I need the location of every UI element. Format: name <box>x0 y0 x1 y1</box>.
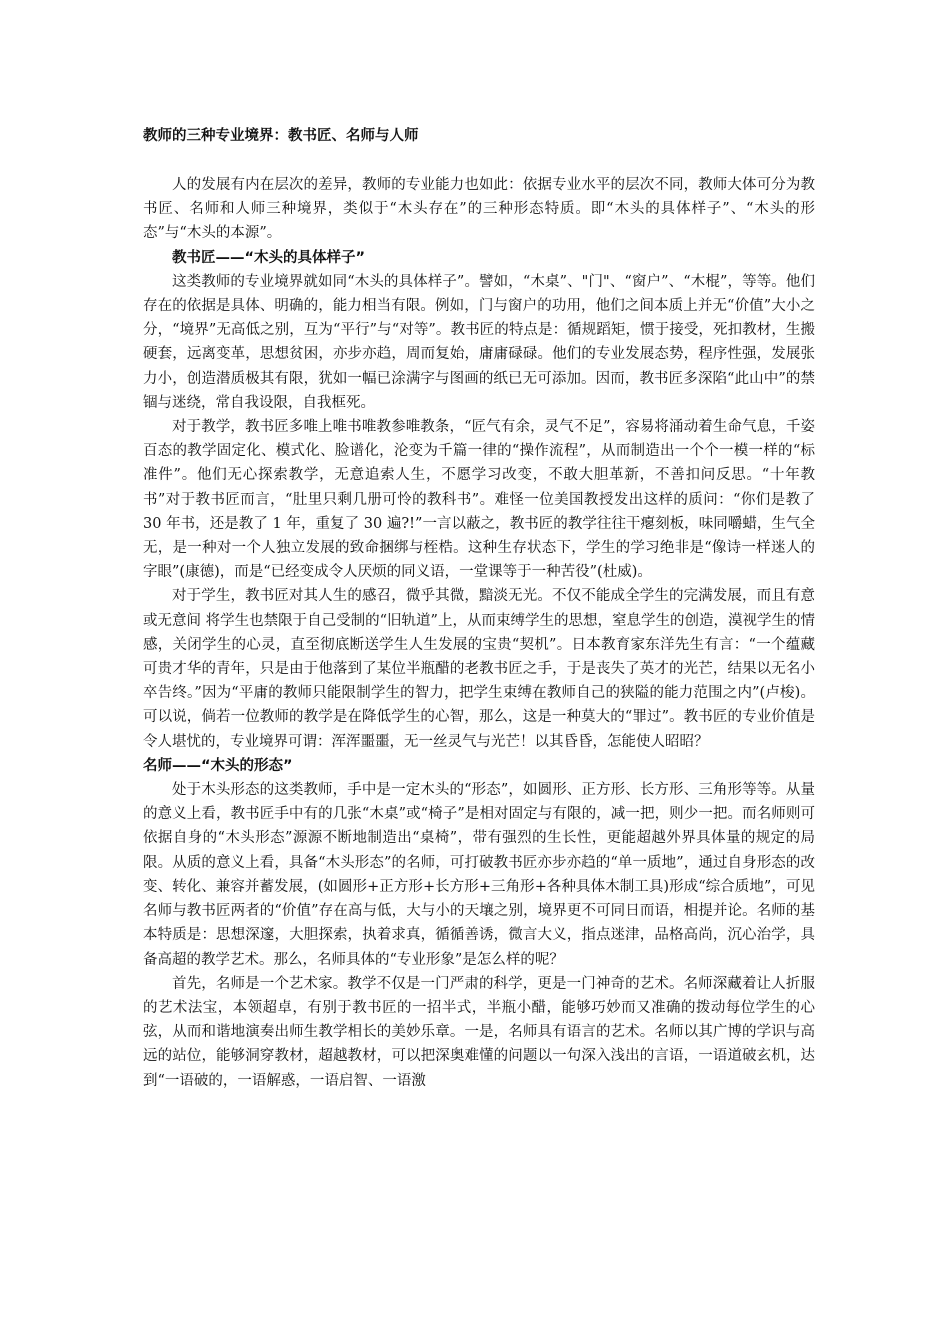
paragraph: 这类教师的专业境界就如同“木头的具体样子”。譬如，“木桌”、"门"、“窗户”、“木棍”，等等。他们存在的依据是具体、明确的，能力相当有限。例如，门与窗户的功用，他们之间本质上并无“价值”大小之分，“境界”无高低之别，互为“平行”与“对等”。教书匠的特点是：循规蹈矩，惯于接受，死扣教材，生搬硬套，远离变革，思想贫困，亦步亦趋，周而复始，庸庸碌碌。他们的专业发展态势，程序性强，发展张力小，创造潜质极其有限，犹如一幅已涂满字与图画的纸已无可添加。因而，教书匠多深陷“此山中”的禁锢与迷绕，常自我设限，自我框死。 <box>143 273 815 411</box>
intro-paragraph: 人的发展有内在层次的差异，教师的专业能力也如此：依据专业水平的层次不同，教师大体可分为教书匠、名师和人师三种境界，类似于“木头存在”的三种形态特质。即“木头的具体样子”、“木头的形态”与“木头的本源”。 <box>143 177 815 242</box>
section-heading-jiaoshujiang: 教书匠——“木头的具体样子” <box>172 249 366 266</box>
document-title: 教师的三种专业境界：教书匠、名师与人师 <box>143 128 419 144</box>
section-heading-mingshi: 名师——“木头的形态” <box>143 757 293 774</box>
paragraph: 对于学生，教书匠对其人生的感召，微乎其微，黯淡无光。不仅不能成全学生的完满发展，而且有意或无意间 将学生也禁限于自己受制的“旧轨道”上，从而束缚学生的思想，窒息学生的创造，漠视学生的情感，关闭学生的心灵，直至彻底断送学生人生发展的宝贵“契机”。日本教育家东洋先生有言：“一个蕴藏可贵才华的青年，只是由于他落到了某位半瓶醋的老教书匠之手，于是丧失了英才的光芒，结果以无名小卒告终。”因为“平庸的教师只能限制学生的智力，把学生束缚在教师自己的狭隘的能力范围之内”(卢梭)。可以说，倘若一位教师的教学是在降低学生的心智，那么，这是一种莫大的“罪过”。教书匠的专业价值是令人堪忧的，专业境界可谓：浑浑噩噩，无一丝灵气与光芒！以其昏昏，怎能使人昭昭？ <box>143 588 815 750</box>
document-body <box>143 124 815 1093</box>
paragraph: 对于教学，教书匠多唯上唯书唯教参唯教条，“匠气有余，灵气不足”，容易将涌动着生命气息，千姿百态的教学固定化、模式化、脸谱化，沦变为千篇一律的“操作流程”，从而制造出一个个一模一样的“标准件”。他们无心探索教学，无意追索人生，不愿学习改变，不敢大胆革新，不善扣问反思。“十年教书”对于教书匠而言，“肚里只剩几册可怜的教科书”。难怪一位美国教授发出这样的质问：“你们是教了 30 年书，还是教了 1 年，重复了 30 遍?!”一言以蔽之，教书匠的教学往往干瘪刻板，味同嚼蜡，生气全无，是一种对一个人独立发展的致命捆绑与桎梏。这种生存状态下，学生的学习绝非是“像诗一样迷人的字眼”(康德)，而是“已经变成令人厌烦的同义语，一堂课等于一种苦役”(杜威)。 <box>143 419 815 581</box>
paragraph: 首先，名师是一个艺术家。教学不仅是一门严肃的科学，更是一门神奇的艺术。名师深藏着让人折服的艺术法宝，本领超卓，有别于教书匠的一招半式，半瓶小醋，能够巧妙而又准确的拨动每位学生的心弦，从而和谐地演奏出师生教学相长的美妙乐章。一是，名师具有语言的艺术。名师以其广博的学识与高远的站位，能够洞穿教材，超越教材，可以把深奥难懂的问题以一句深入浅出的言语，一语道破玄机，达到“一语破的，一语解惑，一语启智、一语激 <box>143 975 815 1089</box>
paragraph: 处于木头形态的这类教师，手中是一定木头的“形态”，如圆形、正方形、长方形、三角形等等。从量的意义上看，教书匠手中有的几张“木桌”或“椅子”是相对固定与有限的，减一把，则少一把。而名师则可依据自身的“木头形态”源源不断地制造出“桌椅”，带有强烈的生长性，更能超越外界具体量的规定的局限。从质的意义上看，具备“木头形态”的名师，可打破教书匠亦步亦趋的“单一质地”，通过自身形态的改变、转化、兼容并蓄发展，(如圆形+正方形+长方形+三角形+各种具体木制工具)形成“综合质地”，可见名师与教书匠两者的“价值”存在高与低，大与小的天壤之别，境界更不可同日而语，相提并论。名师的基本特质是：思想深邃，大胆探索，执着求真，循循善诱，微言大义，指点迷津，品格高尚，沉心治学，具备高超的教学艺术。那么，名师具体的“专业形象”是怎么样的呢？ <box>143 782 815 968</box>
